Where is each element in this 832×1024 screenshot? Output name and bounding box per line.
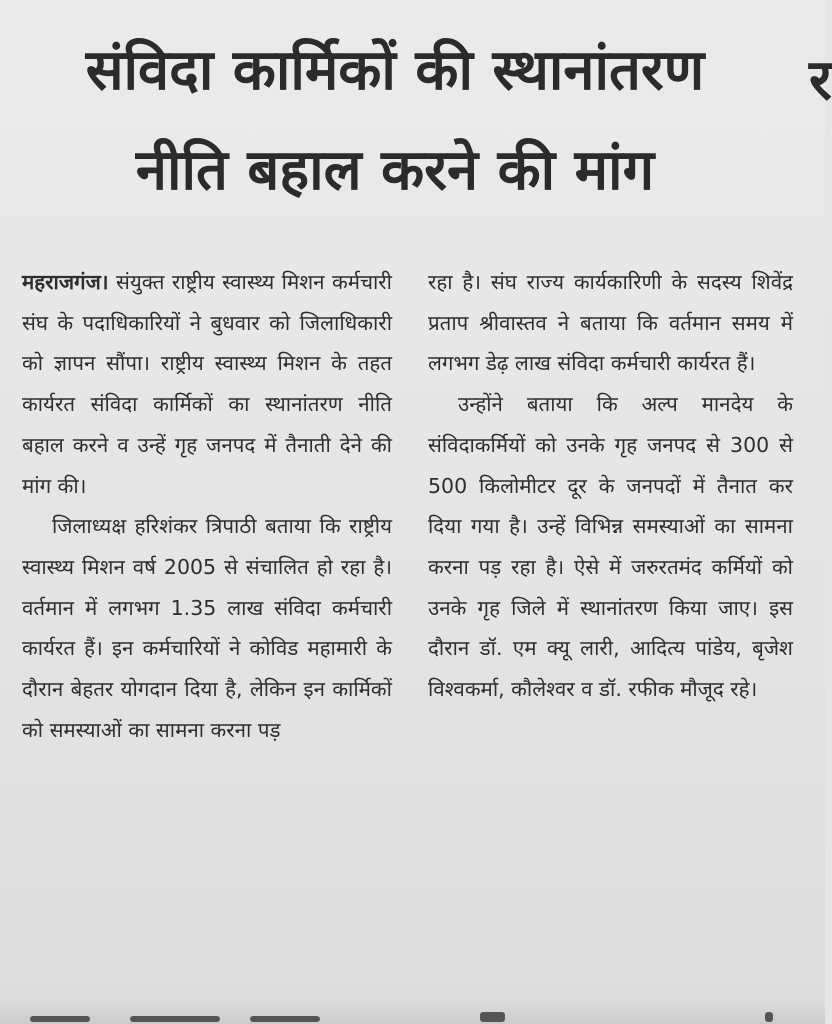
cropped-mark (480, 1012, 505, 1022)
cropped-mark (765, 1012, 773, 1022)
paragraph-1 (22, 262, 392, 506)
paragraph-3: रहा है। संघ राज्य कार्यकारिणी के सदस्य शिवेंद्र प्रताप श्रीवास्तव ने बताया कि वर्तमान समय में लगभग डेढ़ लाख संविदा कर्मचारी कार्यरत हैं। (428, 270, 793, 376)
paragraph-2: जिलाध्यक्ष हरिशंकर त्रिपाठी बताया कि राष्ट्रीय स्वास्थ्य मिशन वर्ष 2005 से संचालित हो रहा है। वर्तमान में लगभग 1.35 लाख संविदा कर्मचारी कार्यरत हैं। इन कर्मचारियों ने कोविड महामारी के दौरान बेहतर योगदान दिया है, लेकिन इन कार्मिकों को समस्याओं का सामना करना पड़ (22, 514, 392, 742)
paragraph-4: उन्होंने बताया कि अल्प मानदेय के संविदाकर्मियों को उनके गृह जनपद से 300 से 500 किलोमीटर दूर के जनपदों में तैनात कर दिया गया है। उन्हें विभिन्न समस्याओं का सामना करना पड़ रहा है। ऐसे में जरुरतमंद कर्मियों को उनके गृह जिले में स्थानांतरण किया जाए। इस दौरान डॉ. एम क्यू लारी, आदित्य पांडेय, बृजेश विश्वकर्मा, कौलेश्वर व डॉ. रफीक मौजूद रहे। (428, 392, 793, 702)
article-column-right (428, 262, 793, 710)
cropped-text-marks (20, 1010, 810, 1022)
cropped-mark (250, 1016, 320, 1022)
adjacent-article-fragment: र (809, 48, 832, 113)
cropped-mark (130, 1016, 220, 1022)
paragraph-1-text: संयुक्त राष्ट्रीय स्वास्थ्य मिशन कर्मचारी संघ के पदाधिकारियों ने बुधवार को जिलाधिकारी को ज्ञापन सौंपा। राष्ट्रीय स्वास्थ्य मिशन के तहत कार्यरत संविदा कार्मिकों का स्थानांतरण नीति बहाल करने व उन्हें गृह जनपद में तैनाती देने की मांग की। (22, 270, 392, 498)
cropped-mark (30, 1016, 90, 1022)
dateline: महराजगंज। (22, 270, 109, 294)
headline-line-2: नीति बहाल करने की मांग (135, 138, 655, 203)
next-article-edge (0, 1002, 825, 1024)
headline-line-1: संविदा कार्मिकों की स्थानांतरण (85, 38, 705, 103)
article-column-left (22, 262, 392, 750)
